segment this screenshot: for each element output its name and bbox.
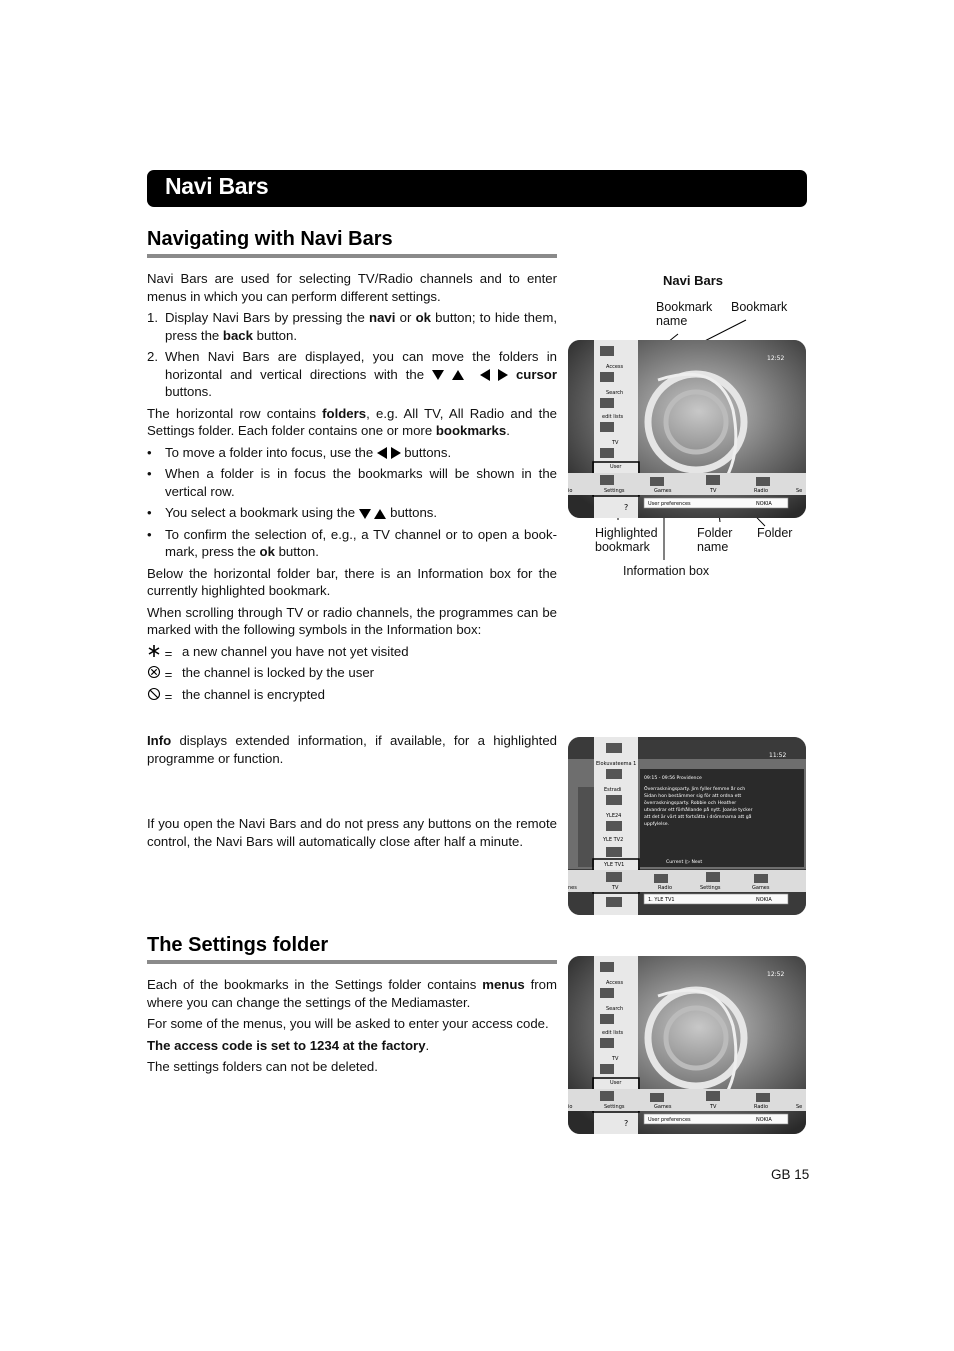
svg-text:Settings: Settings	[604, 488, 625, 494]
down-arrow-icon	[432, 370, 444, 380]
svg-text:12:52: 12:52	[767, 971, 785, 978]
svg-text:io: io	[568, 1104, 573, 1110]
label-folder-name: Folder name	[697, 526, 733, 554]
svg-text:TV: TV	[612, 1056, 619, 1062]
symbols-intro-paragraph: When scrolling through TV or radio channels, the programmes can be marked with the following symbols in the Information box:	[147, 604, 557, 637]
chapter-banner	[147, 170, 807, 207]
svg-text:Se: Se	[796, 488, 803, 494]
svg-text:YLE TV1: YLE TV1	[604, 862, 625, 868]
svg-text:överraskningsparty. Robbie och: överraskningsparty. Robbie och Heather	[644, 801, 737, 806]
svg-text:TV: TV	[612, 440, 619, 446]
autoclose-paragraph: If you open the Navi Bars and do not press any buttons on the remote control, the Navi Bars will automatically close after half a minute.	[147, 816, 557, 849]
svg-text:User: User	[610, 1080, 622, 1086]
svg-text:Estradi: Estradi	[604, 787, 622, 793]
autoclose-section	[147, 815, 557, 854]
settings-screen-graphic-2	[568, 956, 806, 1134]
svg-text:io: io	[568, 488, 573, 494]
navi-bars-screenshot-settings-2	[568, 956, 806, 1134]
bullet-confirm: • To confirm the selection of, e.g., a TV channel or to open a book-mark, press the ok button.	[147, 526, 557, 559]
svg-text:1. YLE TV1: 1. YLE TV1	[648, 897, 675, 903]
bullet-folder-focus: • When a folder is in focus the bookmarks will be shown in the vertical row.	[147, 466, 557, 499]
left-arrow-icon	[480, 369, 490, 381]
svg-text:User preferences: User preferences	[648, 1117, 691, 1123]
section1-body	[147, 270, 557, 707]
svg-text:Games: Games	[654, 488, 672, 494]
label-bookmark: Bookmark	[731, 300, 788, 314]
svg-text:?: ?	[624, 1119, 629, 1128]
section-heading-settings: The Settings folder	[147, 934, 329, 956]
label-highlighted-bookmark: Highlighted bookmark	[595, 526, 658, 554]
svg-text:Sidan hon bestämmer sig för at: Sidan hon bestämmer sig för att ordna ett	[644, 794, 742, 799]
section-heading-navigating: Navigating with Navi Bars	[147, 228, 393, 250]
svg-text:Games: Games	[654, 1104, 672, 1110]
heading-rule	[147, 960, 557, 964]
svg-text:YLE TV2: YLE TV2	[603, 837, 624, 843]
svg-text:Settings: Settings	[604, 1104, 625, 1110]
svg-text:?: ?	[624, 503, 629, 512]
left-arrow-icon	[377, 447, 387, 459]
navi-bars-screenshot-tv	[568, 737, 806, 915]
svg-text:Search: Search	[606, 1006, 624, 1012]
settings-menus-paragraph: Each of the bookmarks in the Settings folder contains menus from where you can change the settings of the Mediamaster.	[147, 977, 557, 1010]
step-2: 2. When Navi Bars are displayed, you can move the folders in horizontal and vertical directions with the cursor buttons.	[147, 349, 557, 399]
svg-text:Radio: Radio	[754, 488, 769, 494]
navi-bars-screenshot-settings	[568, 340, 806, 518]
svg-text:User: User	[610, 464, 622, 470]
page-number: GB 15	[771, 1167, 810, 1182]
access-code-paragraph: For some of the menus, you will be asked to enter your access code.	[147, 1016, 549, 1031]
section2-body	[147, 976, 557, 1080]
svg-text:09:15 - 09:56 Providence: 09:15 - 09:56 Providence	[644, 776, 702, 781]
label-information-box: Information box	[623, 564, 710, 578]
label-bookmark-name: Bookmark name	[656, 300, 713, 328]
symbol-locked: = the channel is locked by the user	[147, 664, 557, 682]
lock-circle-icon	[147, 665, 161, 679]
label-folder: Folder	[757, 526, 793, 540]
encrypted-circle-icon	[147, 687, 161, 701]
svg-text:att det är värt att fortsätta: att det är värt att fortsätta i drömmarna att gå	[644, 815, 752, 820]
svg-text:NOKIA: NOKIA	[756, 1117, 772, 1123]
svg-text:Current ⟨▷ Next: Current ⟨▷ Next	[666, 860, 703, 865]
svg-text:12:52: 12:52	[767, 355, 785, 362]
svg-text:Överraskningsparty. Jim fyller: Överraskningsparty. Jim fyller femme år och	[644, 787, 746, 792]
cannot-delete-paragraph: The settings folders can not be deleted.	[147, 1059, 378, 1074]
asterisk-icon	[147, 644, 161, 658]
chapter-title: Navi Bars	[165, 173, 269, 199]
svg-text:11:52: 11:52	[769, 752, 787, 759]
figure-caption: Navi Bars	[663, 273, 723, 288]
heading-rule	[147, 254, 557, 258]
info-box-paragraph: Below the horizontal folder bar, there is an Information box for the currently highlighted bookmark.	[147, 565, 557, 598]
right-arrow-icon	[391, 447, 401, 459]
svg-text:Search: Search	[606, 390, 624, 396]
svg-text:edit lists: edit lists	[602, 1030, 624, 1036]
info-section	[147, 732, 557, 771]
svg-text:TV: TV	[710, 488, 717, 494]
settings-screen-graphic	[568, 340, 806, 518]
step-1: 1. Display Navi Bars by pressing the navi or ok button; to hide them, press the back button.	[147, 310, 557, 343]
bullet-select-bookmark: • You select a bookmark using the buttons.	[147, 505, 438, 520]
bullet-move-folder: • To move a folder into focus, use the buttons.	[147, 444, 452, 460]
svg-text:YLE24: YLE24	[606, 813, 622, 819]
svg-text:uppfylelse.: uppfylelse.	[644, 822, 670, 827]
symbol-encrypted: = the channel is encrypted	[147, 686, 557, 704]
svg-text:Access: Access	[606, 364, 624, 370]
symbol-new-channel: = a new channel you have not yet visited	[147, 643, 557, 661]
down-arrow-icon	[359, 509, 371, 519]
svg-text:NOKIA: NOKIA	[756, 897, 772, 903]
right-arrow-icon	[498, 369, 508, 381]
svg-text:nes: nes	[568, 885, 577, 891]
svg-text:Elokuvateema 1: Elokuvateema 1	[596, 761, 637, 767]
horizontal-row-paragraph: The horizontal row contains folders, e.g. All TV, All Radio and the Settings folder. Each folder contains one or more bookmarks.	[147, 405, 557, 438]
info-paragraph: Info displays extended information, if available, for a highlighted programme or function.	[147, 733, 557, 766]
svg-text:TV: TV	[612, 885, 619, 891]
tv-screen-graphic	[568, 737, 806, 915]
up-arrow-icon	[452, 370, 464, 380]
svg-text:Games: Games	[752, 885, 770, 891]
svg-text:NOKIA: NOKIA	[756, 501, 772, 507]
factory-code-paragraph: The access code is set to 1234 at the factory.	[147, 1037, 430, 1053]
intro-paragraph: Navi Bars are used for selecting TV/Radio channels and to enter menus in which you can perform different settings.	[147, 271, 557, 304]
svg-text:Settings: Settings	[700, 885, 721, 891]
svg-text:User preferences: User preferences	[648, 501, 691, 507]
svg-text:edit lists: edit lists	[602, 414, 624, 420]
up-arrow-icon	[374, 509, 386, 519]
svg-text:TV: TV	[710, 1104, 717, 1110]
svg-text:Se: Se	[796, 1104, 803, 1110]
svg-text:Radio: Radio	[658, 885, 673, 891]
svg-text:Access: Access	[606, 980, 624, 986]
svg-text:Radio: Radio	[754, 1104, 769, 1110]
svg-text:utvandrar ett förhållande på n: utvandrar ett förhållande på nytt. Joanie tycker	[644, 808, 753, 813]
